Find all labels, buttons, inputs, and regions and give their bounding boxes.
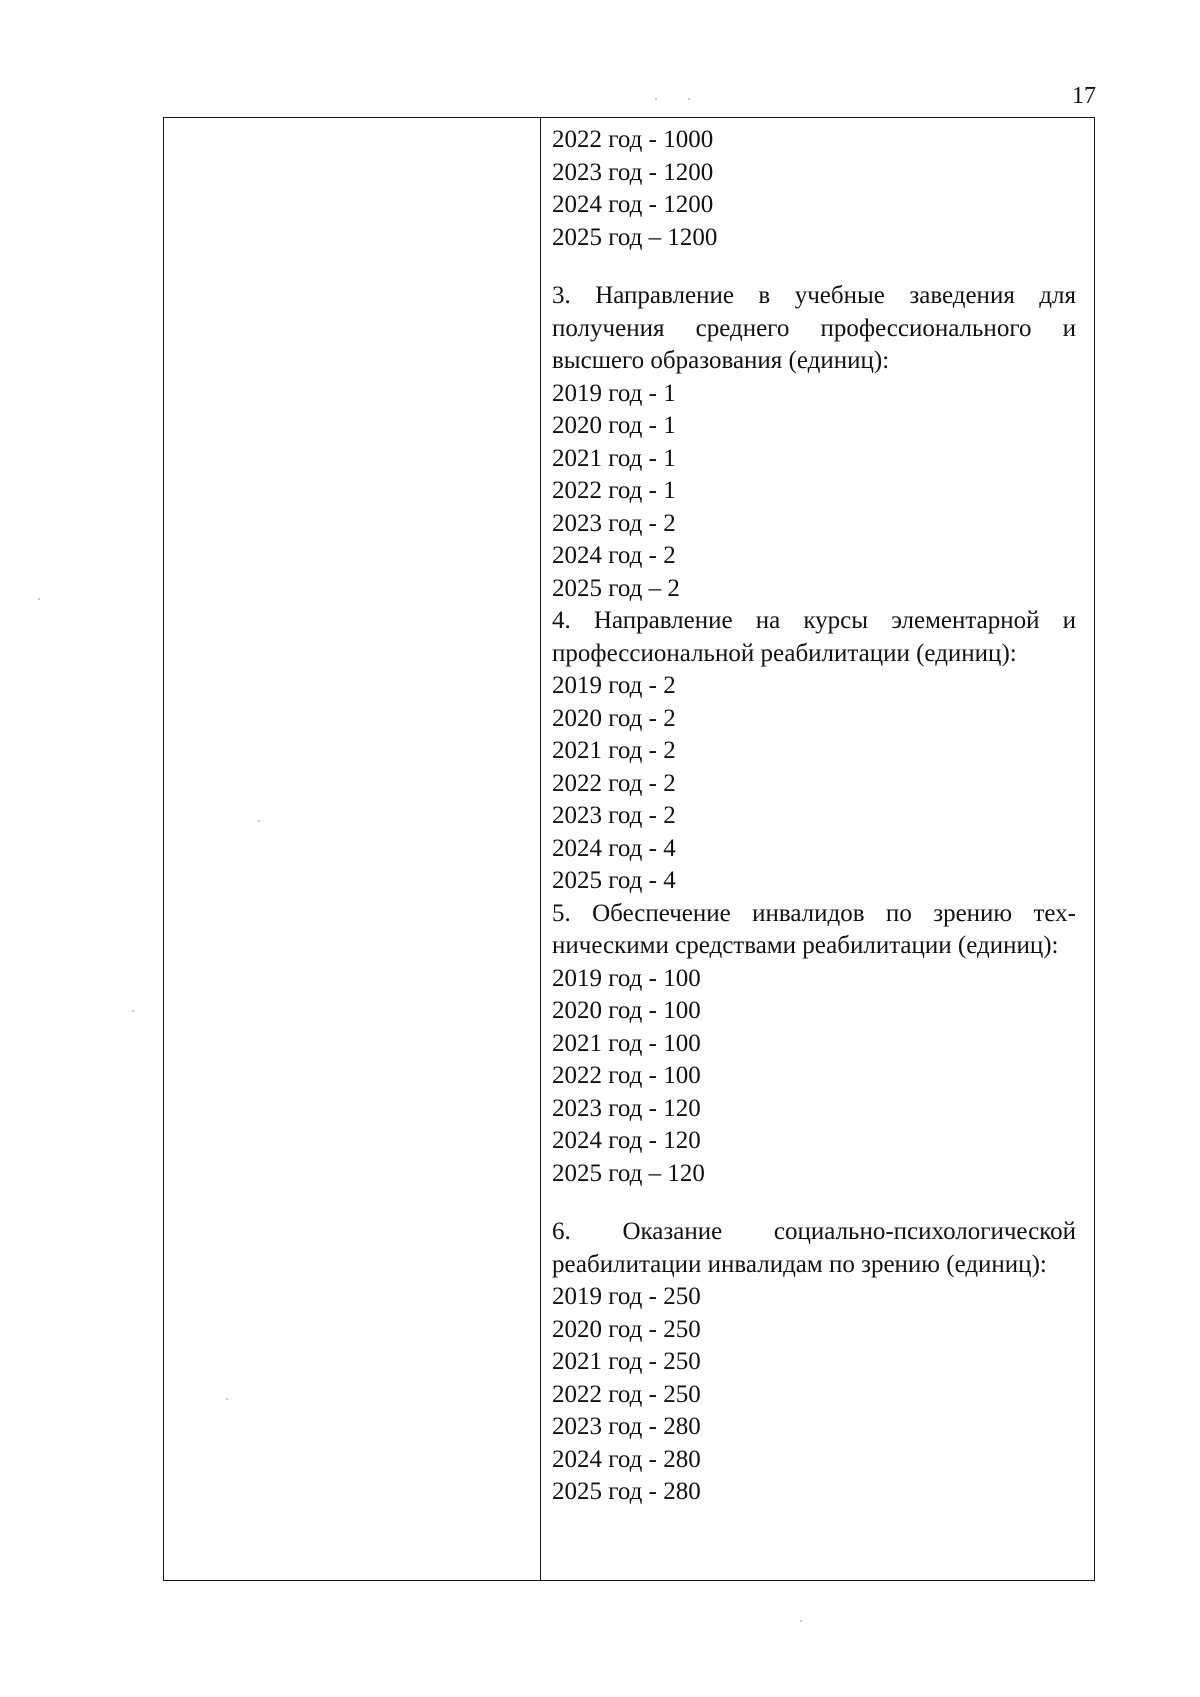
year-value-line: 2023 год - 120 xyxy=(552,1094,701,1122)
continued-year-list xyxy=(552,124,1076,254)
page-number: 17 xyxy=(1072,83,1096,109)
scan-speck xyxy=(38,598,40,600)
section-4 xyxy=(552,605,1076,898)
scan-speck xyxy=(800,1620,802,1622)
year-value-line: 2025 год - 280 xyxy=(552,1478,701,1505)
year-value-line: 2024 год - 2 xyxy=(552,542,676,569)
column-divider xyxy=(540,118,541,1580)
section-4-heading: 4. Направление на курсы элементарной и профессиональной реабилитации (единиц): xyxy=(552,607,1076,667)
year-value-line: 2022 год - 1 xyxy=(552,477,676,504)
scan-speck xyxy=(655,98,657,100)
year-value-line: 2022 год - 100 xyxy=(552,1062,701,1089)
table-right-cell xyxy=(552,124,1076,1509)
year-value-line: 2019 год - 100 xyxy=(552,964,701,992)
section-5-heading: 5. Обеспечение инвалидов по зрению техническими средствами реабилитации (единиц): xyxy=(552,899,1076,959)
year-value-line: 2024 год - 280 xyxy=(552,1445,701,1473)
year-value-line: 2024 год - 1200 xyxy=(552,191,714,218)
year-value-line: 2019 год - 2 xyxy=(552,672,676,699)
year-value-line: 2021 год - 1 xyxy=(552,444,676,472)
scan-speck xyxy=(132,1010,134,1012)
section-6 xyxy=(552,1216,1076,1509)
section-3-heading: 3. Направление в учебные заведения для получения среднего профессионального и высшего образования (единиц): xyxy=(552,282,1076,374)
year-value-line: 2019 год - 1 xyxy=(552,379,676,407)
year-value-line: 2020 год - 2 xyxy=(552,704,676,732)
program-table xyxy=(163,117,1095,1581)
year-value-line: 2020 год - 250 xyxy=(552,1315,701,1343)
year-value-line: 2024 год - 4 xyxy=(552,834,676,862)
year-value-line: 2025 год – 1200 xyxy=(552,223,718,251)
year-value-line: 2022 год - 1000 xyxy=(552,126,714,153)
section-3 xyxy=(552,280,1076,605)
year-value-line: 2023 год - 2 xyxy=(552,802,676,829)
scan-speck xyxy=(226,1398,228,1400)
year-value-line: 2021 год - 100 xyxy=(552,1029,701,1057)
year-value-line: 2025 год – 2 xyxy=(552,574,680,602)
scan-speck xyxy=(258,820,260,822)
blank-spacer xyxy=(552,254,1076,280)
year-value-line: 2021 год - 250 xyxy=(552,1348,701,1375)
year-value-line: 2025 год – 120 xyxy=(552,1159,705,1187)
year-value-line: 2023 год - 1200 xyxy=(552,158,714,186)
scan-speck xyxy=(688,98,690,100)
section-6-heading: 6. Оказание социально-психологической реабилитации инвалидам по зрению (единиц): xyxy=(552,1218,1076,1278)
year-value-line: 2023 год - 280 xyxy=(552,1413,701,1440)
year-value-line: 2022 год - 2 xyxy=(552,769,676,797)
year-value-line: 2019 год - 250 xyxy=(552,1283,701,1310)
section-5 xyxy=(552,898,1076,1191)
blank-spacer xyxy=(552,1190,1076,1216)
year-value-line: 2020 год - 1 xyxy=(552,412,676,439)
year-value-line: 2025 год - 4 xyxy=(552,867,676,894)
year-value-line: 2021 год - 2 xyxy=(552,737,676,764)
year-value-line: 2020 год - 100 xyxy=(552,997,701,1024)
year-value-line: 2023 год - 2 xyxy=(552,509,676,537)
year-value-line: 2022 год - 250 xyxy=(552,1380,701,1408)
year-value-line: 2024 год - 120 xyxy=(552,1127,701,1154)
